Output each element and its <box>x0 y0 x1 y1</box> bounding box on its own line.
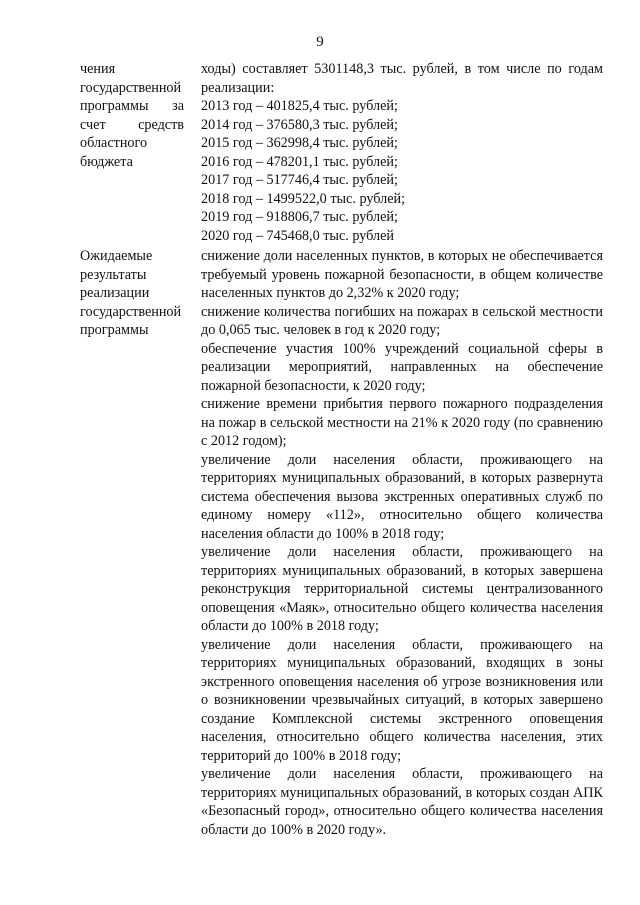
result-item: снижение доли населенных пунктов, в которых не обеспечивается требуемый уровень пожарной безопасности, в общем количестве населенных пунктов до 2,32% к 2020 году; <box>201 248 603 301</box>
funding-year-line: 2014 год – 376580,3 тыс. рублей; <box>201 116 398 133</box>
funding-intro: ходы) составляет 5301148,3 тыс. рублей, в том числе по годам реализации: <box>201 61 603 96</box>
funding-label: чения государственной программы за счет средств областного бюджета <box>80 61 184 170</box>
funding-year-line: 2018 год – 1499522,0 тыс. рублей; <box>201 190 406 207</box>
funding-year-line: 2016 год – 478201,1 тыс. рублей; <box>201 153 398 170</box>
result-item: увеличение доли населения области, проживающего на территориях муниципальных образований, в которых развернута система обеспечения вызова экстренных оперативных служб по единому номеру «112», относительно общего количества населения области до 100% в 2018 году; <box>201 451 603 542</box>
funding-year-line: 2019 год – 918806,7 тыс. рублей; <box>201 209 398 225</box>
result-item: увеличение доли населения области, проживающего на территориях муниципальных образований, входящих в зоны экстренного оповещения населения об угрозе возникновения или о возникновении чрезвычайных ситуаций, в которых завершено создание Комплексной системы экстренного оповещения населения, относительно общего количества населения, этих территорий до 100% в 2018 году; <box>201 636 603 764</box>
page-number: 9 <box>316 34 324 50</box>
result-item: увеличение доли населения области, проживающего на территориях муниципальных образований, в которых создан АПК «Безопасный город», относительно общего количества населения области до 100% в 2020 году». <box>201 766 603 838</box>
result-item: увеличение доли населения области, проживающего на территориях муниципальных образований, в которых завершена реконструкция территориальной системы централизованного оповещения «Маяк», относительно общего количества населения области до 100% в 2018 году; <box>201 544 603 634</box>
results-content <box>201 247 603 839</box>
funding-year-line: 2020 год – 745468,0 тыс. рублей <box>201 227 394 244</box>
result-item: обеспечение участия 100% учреждений социальной сферы в реализации мероприятий, направленных на обеспечение пожарной безопасности, к 2020 году; <box>201 340 603 394</box>
results-label: Ожидаемые результаты реализации государственной программы <box>80 248 182 338</box>
funding-year-line: 2013 год – 401825,4 тыс. рублей; <box>201 98 398 114</box>
result-item: снижение времени прибытия первого пожарного подразделения на пожар в сельской местности на 21% к 2020 году (по сравнению с 2012 годом); <box>201 396 603 449</box>
result-item: снижение количества погибших на пожарах в сельской местности до 0,065 тыс. человек в год к 2020 году; <box>201 303 603 338</box>
funding-year-line: 2017 год – 517746,4 тыс. рублей; <box>201 172 398 188</box>
funding-year-line: 2015 год – 362998,4 тыс. рублей; <box>201 135 398 151</box>
funding-content <box>201 60 603 245</box>
